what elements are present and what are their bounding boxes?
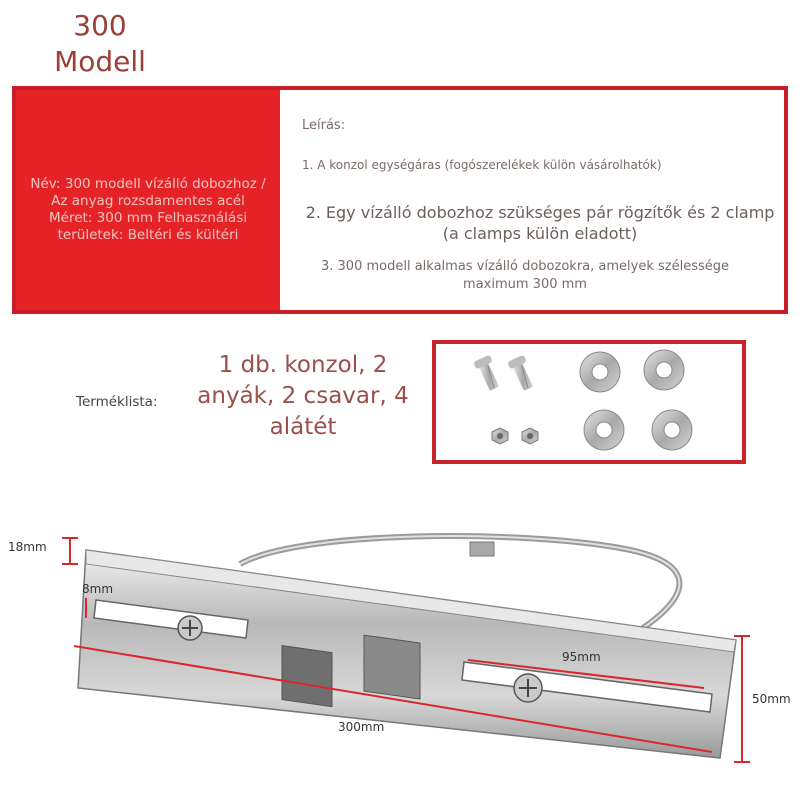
center-window (364, 635, 420, 699)
bracket-plate (78, 550, 736, 758)
bolt-icon (473, 355, 499, 391)
description-item-3: 3. 300 modell alkalmas vízálló dobozokra, amelyek szélessége maximum 300 mm (321, 259, 729, 292)
washer-icon (644, 350, 684, 390)
clamp-housing (470, 542, 494, 556)
dimension-height: 18mm (8, 540, 47, 554)
washer-icon (584, 410, 624, 450)
description-panel (280, 90, 784, 310)
bolt-icon (507, 355, 533, 391)
product-list-label: Terméklista: (76, 394, 158, 410)
dimension-length: 300mm (338, 720, 385, 734)
name-text: Név: 300 modell vízálló dobozhoz / Az anyag rozsdamentes acél Méret: 300 mm Felhasználási területek: Beltéri és kültéri (30, 176, 266, 243)
washer-icon (580, 352, 620, 392)
dimension-slot-length: 95mm (562, 650, 601, 664)
parts-box (432, 340, 746, 464)
name-panel (16, 90, 280, 310)
dimension-width: 50mm (752, 692, 791, 706)
screw-icon (178, 616, 202, 640)
description-item-2: 2. Egy vízálló dobozhoz szükséges pár rögzítők és 2 clamp (a clamps külön eladott) (305, 203, 775, 243)
model-number: 300 (73, 9, 127, 42)
model-title (40, 8, 160, 80)
description-item-1: 1. A konzol egységáras (fogószerelékek külön vásárolhatók) (302, 158, 662, 172)
info-box (12, 86, 788, 314)
nut-icon (522, 428, 538, 444)
center-window (282, 646, 332, 707)
nut-icon (492, 428, 508, 444)
description-heading: Leírás: (302, 118, 346, 133)
hardware-parts (436, 344, 742, 460)
bracket-diagram (0, 520, 800, 804)
screw-icon (514, 674, 542, 702)
dimension-slot: 8mm (82, 582, 114, 596)
model-word: Modell (54, 45, 146, 78)
washer-icon (652, 410, 692, 450)
bracket-illustration (0, 520, 800, 800)
product-list-value: 1 db. konzol, 2 anyák, 2 csavar, 4 alátét (197, 352, 409, 440)
